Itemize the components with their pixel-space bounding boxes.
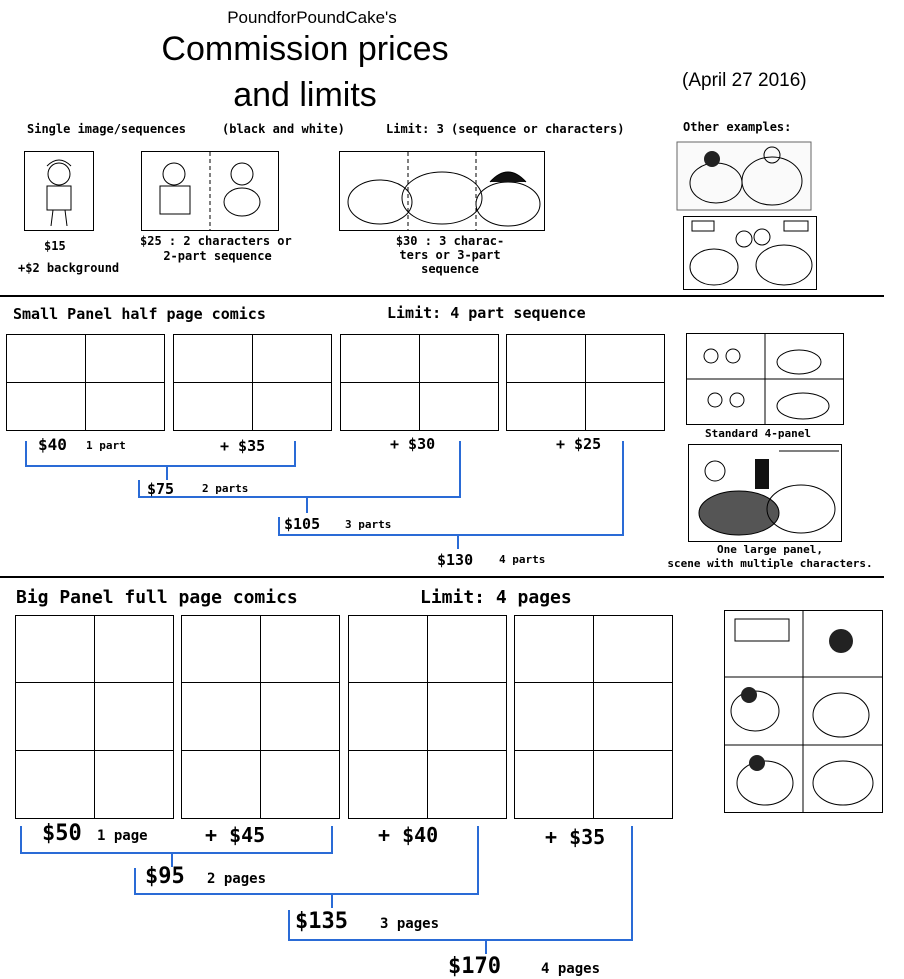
price-background: +$2 background bbox=[18, 261, 120, 275]
price-two-line2: 2-part sequence bbox=[163, 249, 272, 263]
caption-standard-4panel: Standard 4-panel bbox=[705, 427, 811, 440]
big-total-3-note: 3 pages bbox=[380, 916, 440, 932]
small-total-3-note: 3 parts bbox=[345, 518, 392, 531]
big-total-2-note: 2 pages bbox=[207, 871, 267, 887]
section-divider-1 bbox=[0, 295, 884, 297]
small-total-2-note: 2 parts bbox=[202, 482, 249, 495]
example-full-page-comic bbox=[724, 610, 883, 813]
artist-name: PoundforPoundCake's bbox=[227, 8, 397, 27]
small-panel-page-1 bbox=[6, 334, 165, 431]
small-panel-page-2 bbox=[173, 334, 332, 431]
price-single: $15 bbox=[44, 239, 66, 253]
three-character-sketch bbox=[339, 151, 545, 231]
big-price-1-note: 1 page bbox=[97, 828, 148, 844]
big-bracket-3-bar bbox=[288, 939, 633, 941]
small-total-4: $130 bbox=[437, 551, 474, 569]
single-heading-type: Single image/sequences bbox=[27, 122, 186, 136]
small-bracket-3-bar bbox=[278, 534, 624, 536]
section-divider-2 bbox=[0, 576, 884, 578]
big-price-3: + $40 bbox=[378, 823, 439, 847]
big-bracket-2-stem bbox=[331, 894, 333, 908]
small-bracket-1-left bbox=[25, 441, 27, 466]
caption-large-panel-line2: scene with multiple characters. bbox=[667, 557, 873, 570]
big-bracket-3-right bbox=[631, 826, 633, 940]
big-bracket-2-right bbox=[477, 826, 479, 894]
single-character-sketch bbox=[24, 151, 94, 231]
big-panel-page-1 bbox=[15, 615, 174, 819]
big-bracket-3-stem bbox=[485, 940, 487, 954]
large-panel-sketch-icon bbox=[689, 445, 841, 541]
small-price-1-note: 1 part bbox=[86, 439, 126, 452]
small-bracket-1-bar bbox=[25, 465, 296, 467]
caption-large-panel-line1: One large panel, bbox=[717, 543, 823, 556]
small-panel-heading: Small Panel half page comics bbox=[13, 305, 266, 323]
page-title-line1: Commission prices bbox=[161, 30, 449, 68]
full-page-comic-sketch-icon bbox=[725, 611, 882, 812]
big-bracket-3-left bbox=[288, 910, 290, 940]
character-sketch-icon bbox=[25, 152, 93, 230]
small-total-4-note: 4 parts bbox=[499, 553, 546, 566]
small-bracket-3-stem bbox=[457, 535, 459, 549]
example-standard-4panel bbox=[686, 333, 844, 425]
small-panel-limit: Limit: 4 part sequence bbox=[387, 304, 586, 322]
small-bracket-3-right bbox=[622, 441, 624, 535]
example-couch-sketch-icon bbox=[676, 141, 812, 211]
big-price-2: + $45 bbox=[205, 823, 266, 847]
date-label: (April 27 2016) bbox=[682, 70, 807, 91]
small-bracket-3-left bbox=[278, 517, 280, 535]
small-price-3: + $30 bbox=[390, 435, 436, 453]
three-characters-sketch-icon bbox=[340, 152, 544, 230]
small-bracket-2-bar bbox=[138, 496, 461, 498]
small-price-2: + $35 bbox=[220, 437, 266, 455]
small-bracket-2-right bbox=[459, 441, 461, 497]
price-three-line3: sequence bbox=[421, 262, 479, 276]
small-panel-page-4 bbox=[506, 334, 665, 431]
small-total-2: $75 bbox=[147, 480, 175, 498]
big-total-4: $170 bbox=[448, 954, 501, 979]
big-price-1: $50 bbox=[42, 821, 82, 846]
big-bracket-2-left bbox=[134, 868, 136, 894]
big-total-4-note: 4 pages bbox=[541, 961, 601, 977]
example-comic-sketch-icon bbox=[684, 217, 816, 289]
price-three-line1: $30 : 3 charac- bbox=[395, 234, 505, 248]
big-panel-page-3 bbox=[348, 615, 507, 819]
two-character-sketch bbox=[141, 151, 279, 231]
example-one-large-panel bbox=[688, 444, 842, 542]
big-bracket-2-bar bbox=[134, 893, 479, 895]
small-bracket-2-stem bbox=[306, 497, 308, 513]
small-panel-page-3 bbox=[340, 334, 499, 431]
page-title-line2: and limits bbox=[233, 76, 377, 114]
big-bracket-1-bar bbox=[20, 852, 333, 854]
single-heading-limit: Limit: 3 (sequence or characters) bbox=[386, 122, 625, 136]
big-panel-heading: Big Panel full page comics bbox=[16, 587, 298, 608]
two-characters-sketch-icon bbox=[142, 152, 278, 230]
big-price-4: + $35 bbox=[545, 825, 606, 849]
example-image-couch bbox=[676, 141, 812, 211]
single-heading-style: (black and white) bbox=[222, 122, 345, 136]
big-total-3: $135 bbox=[295, 909, 348, 934]
small-total-3: $105 bbox=[284, 515, 321, 533]
price-two-line1: $25 : 2 characters or bbox=[140, 234, 292, 248]
small-price-4: + $25 bbox=[556, 435, 602, 453]
big-bracket-1-left bbox=[20, 826, 22, 853]
four-panel-sketch-icon bbox=[687, 334, 843, 424]
price-three-line2: ters or 3-part bbox=[399, 248, 501, 262]
big-total-2: $95 bbox=[145, 864, 185, 889]
big-panel-page-2 bbox=[181, 615, 340, 819]
example-image-comic bbox=[683, 216, 817, 290]
big-panel-limit: Limit: 4 pages bbox=[420, 587, 572, 608]
small-bracket-2-left bbox=[138, 480, 140, 497]
small-bracket-1-stem bbox=[166, 466, 168, 480]
small-bracket-1-right bbox=[294, 441, 296, 466]
big-panel-page-4 bbox=[514, 615, 673, 819]
big-bracket-1-right bbox=[331, 826, 333, 853]
other-examples-label: Other examples: bbox=[683, 120, 792, 134]
small-price-1: $40 bbox=[38, 435, 67, 454]
